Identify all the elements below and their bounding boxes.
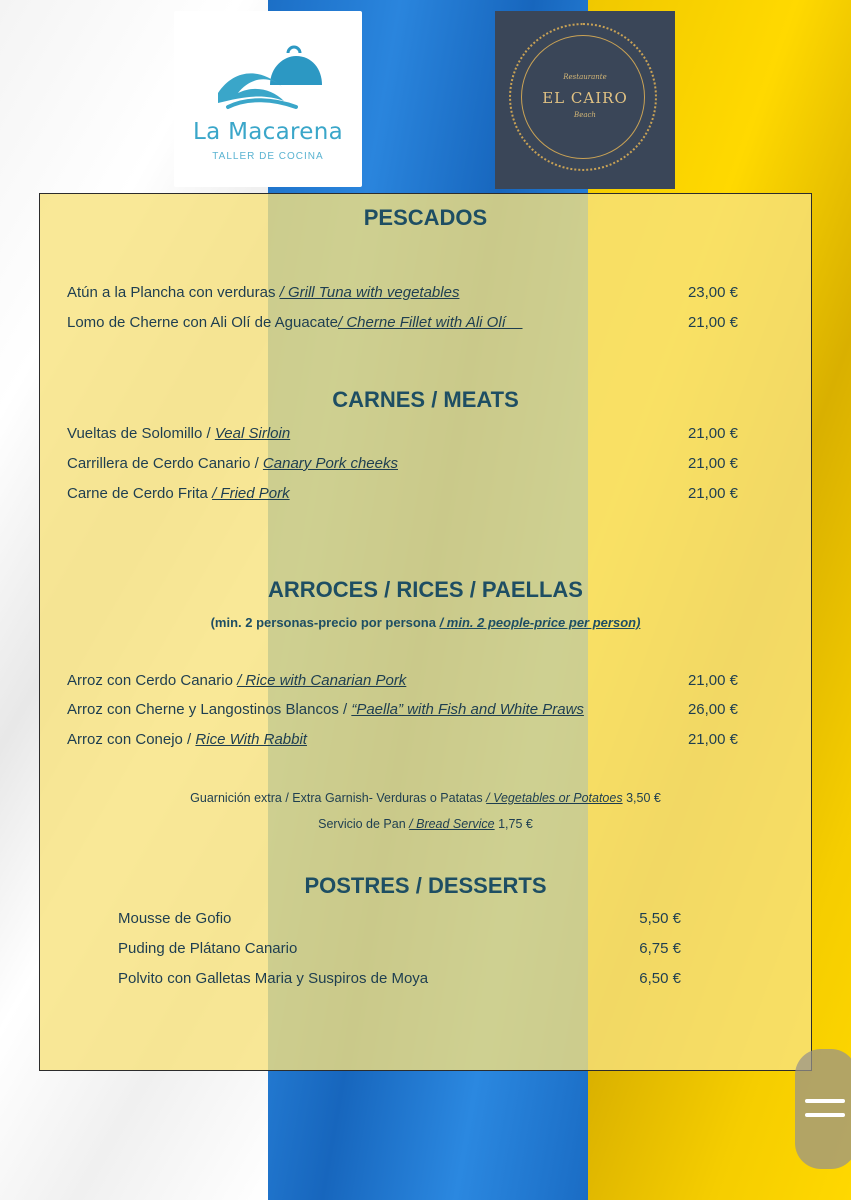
item-name-en: / Fried Pork bbox=[212, 485, 290, 502]
item-price: 23,00 € bbox=[687, 284, 738, 301]
menu-card bbox=[39, 193, 812, 1071]
brand-subtitle: TALLER DE COCINA bbox=[212, 151, 324, 162]
item-name: Carne de Cerdo Frita bbox=[67, 485, 213, 502]
menu-toggle-button[interactable] bbox=[795, 1049, 851, 1169]
bread-service-line bbox=[40, 817, 811, 831]
item-name: Carrillera de Cerdo Canario / bbox=[67, 455, 263, 472]
la-macarena-logo bbox=[174, 11, 362, 187]
menu-item bbox=[67, 699, 738, 721]
brand-name: La Macarena bbox=[193, 119, 343, 145]
item-price: 26,00 € bbox=[687, 701, 738, 718]
logo-name: EL CAIRO bbox=[542, 89, 628, 107]
menu-item bbox=[118, 908, 681, 930]
item-name: Puding de Plátano Canario bbox=[118, 940, 298, 957]
item-price: 6,75 € bbox=[639, 940, 681, 957]
item-name: Mousse de Gofio bbox=[118, 910, 232, 927]
item-name-en: / Rice with Canarian Pork bbox=[237, 672, 407, 689]
item-price: 21,00 € bbox=[687, 314, 738, 331]
item-name-en: / Grill Tuna with vegetables bbox=[279, 284, 460, 301]
item-name: Atún a la Plancha con verduras bbox=[67, 284, 280, 301]
menu-item bbox=[118, 968, 681, 990]
menu-item bbox=[67, 729, 738, 751]
extra-name: Servicio de Pan bbox=[318, 817, 410, 831]
extra-name-en: / Bread Service bbox=[409, 817, 495, 831]
extra-price: 1,75 € bbox=[494, 817, 533, 831]
arroces-note bbox=[40, 615, 811, 630]
item-name: Vueltas de Solomillo / bbox=[67, 425, 215, 442]
el-cairo-logo bbox=[495, 11, 675, 189]
item-name-en: Veal Sirloin bbox=[214, 425, 291, 442]
menu-item bbox=[67, 312, 738, 334]
item-price: 21,00 € bbox=[687, 672, 738, 689]
item-price: 21,00 € bbox=[687, 485, 738, 502]
section-title-carnes: CARNES / MEATS bbox=[332, 387, 519, 412]
note-es: (min. 2 personas-precio por persona bbox=[210, 615, 440, 630]
menu-item bbox=[67, 483, 738, 505]
item-price: 21,00 € bbox=[687, 731, 738, 748]
section-title-pescados: PESCADOS bbox=[363, 205, 488, 230]
item-name: Polvito con Galletas Maria y Suspiros de Moya bbox=[118, 970, 429, 987]
item-name: Lomo de Cherne con Ali Olí de Aguacate bbox=[67, 314, 339, 331]
item-name-en: Rice With Rabbit bbox=[195, 731, 307, 748]
section-title-arroces: ARROCES / RICES / PAELLAS bbox=[268, 577, 583, 602]
item-name: Arroz con Conejo / bbox=[67, 731, 196, 748]
menu-item bbox=[67, 670, 738, 692]
item-name-en: Canary Pork cheeks bbox=[262, 455, 398, 472]
menu-item bbox=[67, 282, 738, 304]
extra-name-en: / Vegetables or Potatoes bbox=[486, 791, 623, 805]
section-title-postres: POSTRES / DESSERTS bbox=[304, 873, 547, 898]
extra-price: 3,50 € bbox=[622, 791, 661, 805]
item-price: 21,00 € bbox=[687, 425, 738, 442]
logo-bottom-text: Beach bbox=[574, 111, 596, 119]
menu-item bbox=[67, 453, 738, 475]
extra-name: Guarnición extra / Extra Garnish- Verduras o Patatas bbox=[190, 791, 487, 805]
item-price: 5,50 € bbox=[639, 910, 681, 927]
menu-item bbox=[67, 423, 738, 445]
item-name-en: / Cherne Fillet with Ali Olí bbox=[338, 314, 523, 331]
logo-top-text: Restaurante bbox=[563, 73, 607, 81]
item-price: 21,00 € bbox=[687, 455, 738, 472]
wave-cloche-icon bbox=[214, 41, 324, 116]
extra-garnish-line bbox=[40, 791, 811, 805]
item-name-en: “Paella” with Fish and White Praws bbox=[351, 701, 584, 718]
item-name: Arroz con Cerdo Canario bbox=[67, 672, 238, 689]
item-name: Arroz con Cherne y Langostinos Blancos / bbox=[67, 701, 352, 718]
menu-item bbox=[118, 938, 681, 960]
note-en: / min. 2 people-price per person) bbox=[439, 615, 641, 630]
item-price: 6,50 € bbox=[639, 970, 681, 987]
